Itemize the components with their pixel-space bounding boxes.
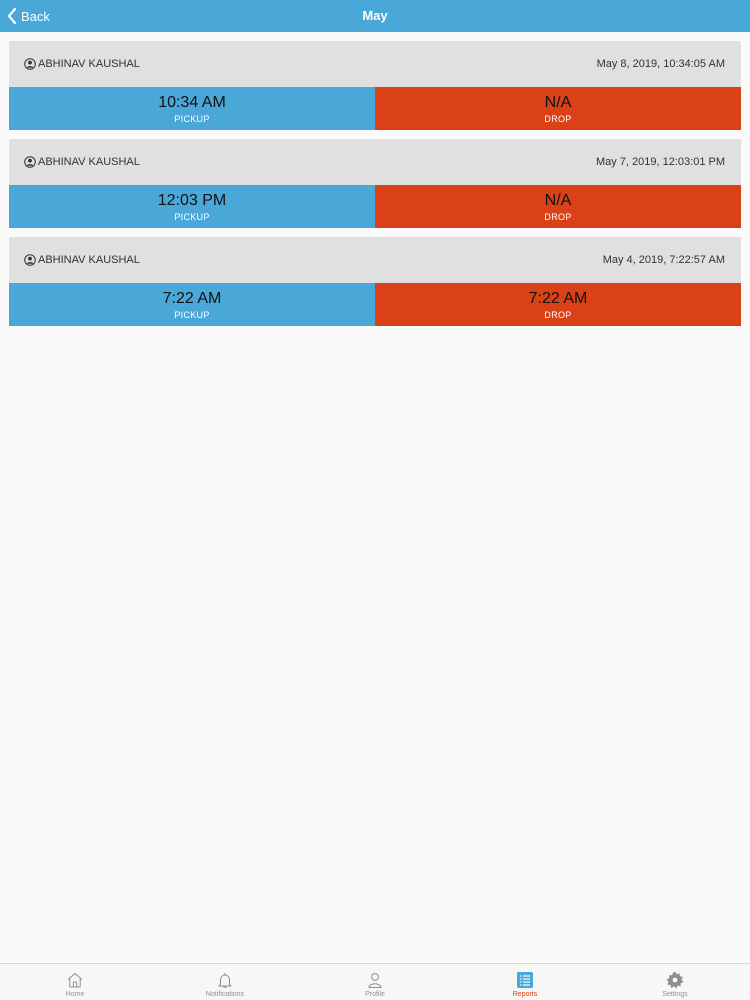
tab-home[interactable] xyxy=(0,964,150,1000)
tab-profile[interactable] xyxy=(300,964,450,1000)
back-label: Back xyxy=(21,8,50,24)
tab-settings[interactable] xyxy=(600,964,750,1000)
tab-bar xyxy=(0,963,750,1000)
card-body xyxy=(9,283,741,326)
pickup-cell xyxy=(9,185,375,228)
rider xyxy=(24,156,140,168)
rider-name: ABHINAV KAUSHAL xyxy=(38,156,140,168)
tab-label: Home xyxy=(65,991,85,998)
tab-label: Reports xyxy=(512,991,538,998)
rider-name: ABHINAV KAUSHAL xyxy=(38,254,140,266)
drop-label: DROP xyxy=(544,113,572,124)
tab-label: Settings xyxy=(662,991,688,998)
drop-time: 7:22 AM xyxy=(528,289,588,307)
report-card[interactable] xyxy=(9,237,741,326)
drop-cell xyxy=(375,87,741,130)
pickup-label: PICKUP xyxy=(174,309,210,320)
timestamp: May 8, 2019, 10:34:05 AM xyxy=(596,58,725,70)
person-icon xyxy=(366,971,384,989)
tab-label: Notifications xyxy=(205,991,245,998)
drop-time: N/A xyxy=(544,191,572,209)
pickup-cell xyxy=(9,87,375,130)
tab-reports[interactable] xyxy=(450,964,600,1000)
pickup-time: 10:34 AM xyxy=(158,93,226,111)
pickup-cell xyxy=(9,283,375,326)
bell-icon xyxy=(216,971,234,989)
pickup-label: PICKUP xyxy=(174,113,210,124)
rider xyxy=(24,58,140,70)
pickup-time: 12:03 PM xyxy=(157,191,227,209)
tab-notifications[interactable] xyxy=(150,964,300,1000)
drop-cell xyxy=(375,185,741,228)
drop-cell xyxy=(375,283,741,326)
card-header xyxy=(9,41,741,87)
card-body xyxy=(9,185,741,228)
drop-time: N/A xyxy=(544,93,572,111)
drop-label: DROP xyxy=(544,309,572,320)
user-icon xyxy=(24,254,36,266)
user-icon xyxy=(24,58,36,70)
timestamp: May 7, 2019, 12:03:01 PM xyxy=(595,156,725,168)
pickup-time: 7:22 AM xyxy=(162,289,222,307)
tab-label: Profile xyxy=(365,991,385,998)
user-icon xyxy=(24,156,36,168)
report-card[interactable] xyxy=(9,41,741,130)
home-icon xyxy=(66,971,84,989)
rider-name: ABHINAV KAUSHAL xyxy=(38,58,140,70)
gear-icon xyxy=(666,971,684,989)
nav-bar xyxy=(0,0,750,32)
timestamp: May 4, 2019, 7:22:57 AM xyxy=(602,254,725,266)
report-card[interactable] xyxy=(9,139,741,228)
list-icon xyxy=(516,971,534,989)
card-header xyxy=(9,237,741,283)
pickup-label: PICKUP xyxy=(174,211,210,222)
report-list xyxy=(9,41,741,335)
card-body xyxy=(9,87,741,130)
page-title: May xyxy=(362,8,388,23)
card-header xyxy=(9,139,741,185)
drop-label: DROP xyxy=(544,211,572,222)
rider xyxy=(24,254,140,266)
